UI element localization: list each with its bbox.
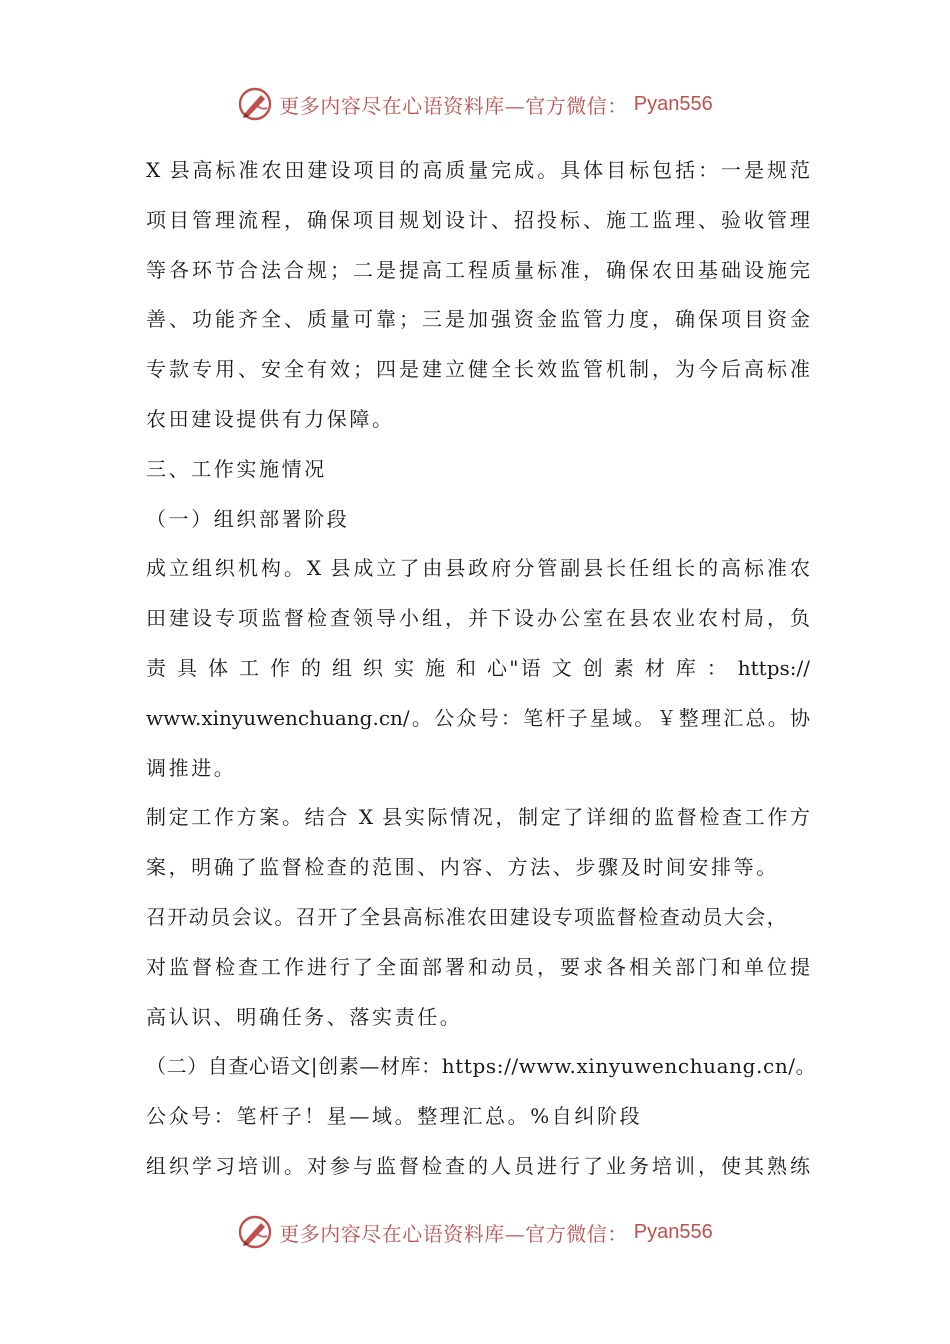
document-body	[146, 146, 817, 1192]
pen-logo-icon	[237, 1214, 273, 1250]
text-line: www.xinyuwenchuang.cn/。公众号：笔杆子星域。￥整理汇总。协	[146, 705, 810, 730]
section-heading: 三、工作实施情况	[146, 456, 327, 481]
text-line: 农田建设提供有力保障。	[146, 406, 395, 431]
text-line: 责 具 体 工 作 的 组 织 实 施 和 心"语 文 创 素 材 库 ： https://	[146, 655, 810, 680]
banner-text: 更多内容尽在心语资料库—官方微信：	[279, 93, 628, 118]
footer-banner	[0, 1212, 950, 1252]
text-line: 组织学习培训。对参与监督检查的人员进行了业务培训，使其熟练	[146, 1153, 810, 1178]
text-line: 召开动员会议。召开了全县高标准农田建设专项监督检查动员大会，	[146, 904, 788, 929]
text-line: 高认识、明确任务、落实责任。	[146, 1004, 463, 1029]
banner-text: 更多内容尽在心语资料库—官方微信：	[279, 1221, 628, 1246]
text-line: 专款专用、安全有效；四是建立健全长效监管机制，为今后高标准	[146, 357, 810, 382]
text-line: 公众号：笔杆子！星—域。整理汇总。%自纠阶段	[146, 1104, 643, 1129]
text-line: 案，明确了监督检查的范围、内容、方法、步骤及时间安排等。	[146, 855, 779, 880]
text-line: 对监督检查工作进行了全面部署和动员，要求各相关部门和单位提	[146, 954, 810, 979]
text-line: 善、功能齐全、质量可靠；三是加强资金监管力度，确保项目资金	[146, 307, 810, 332]
text-line: 等各环节合法合规；二是提高工程质量标准，确保农田基础设施完	[146, 257, 810, 282]
subsection-heading: （一）组织部署阶段	[146, 506, 350, 531]
banner-wechat-id: Pyan556	[633, 1220, 713, 1243]
text-line: 制定工作方案。结合 X 县实际情况，制定了详细的监督检查工作方	[146, 805, 810, 830]
text-line: 调推进。	[146, 755, 237, 780]
header-banner	[0, 84, 950, 124]
text-line: 田建设专项监督检查领导小组，并下设办公室在县农业农村局，负	[146, 606, 810, 631]
pen-logo-icon	[237, 86, 273, 122]
text-line: 成立组织机构。X 县成立了由县政府分管副县长任组长的高标准农	[146, 556, 810, 581]
text-line: 项目管理流程，确保项目规划设计、招投标、施工监理、验收管理	[146, 207, 810, 232]
subsection-heading: （二）自查心语文|创素—材库：https://www.xinyuwenchuang.cn/。	[146, 1054, 817, 1079]
text-line: X 县高标准农田建设项目的高质量完成。具体目标包括：一是规范	[146, 158, 810, 182]
banner-wechat-id: Pyan556	[633, 92, 713, 115]
